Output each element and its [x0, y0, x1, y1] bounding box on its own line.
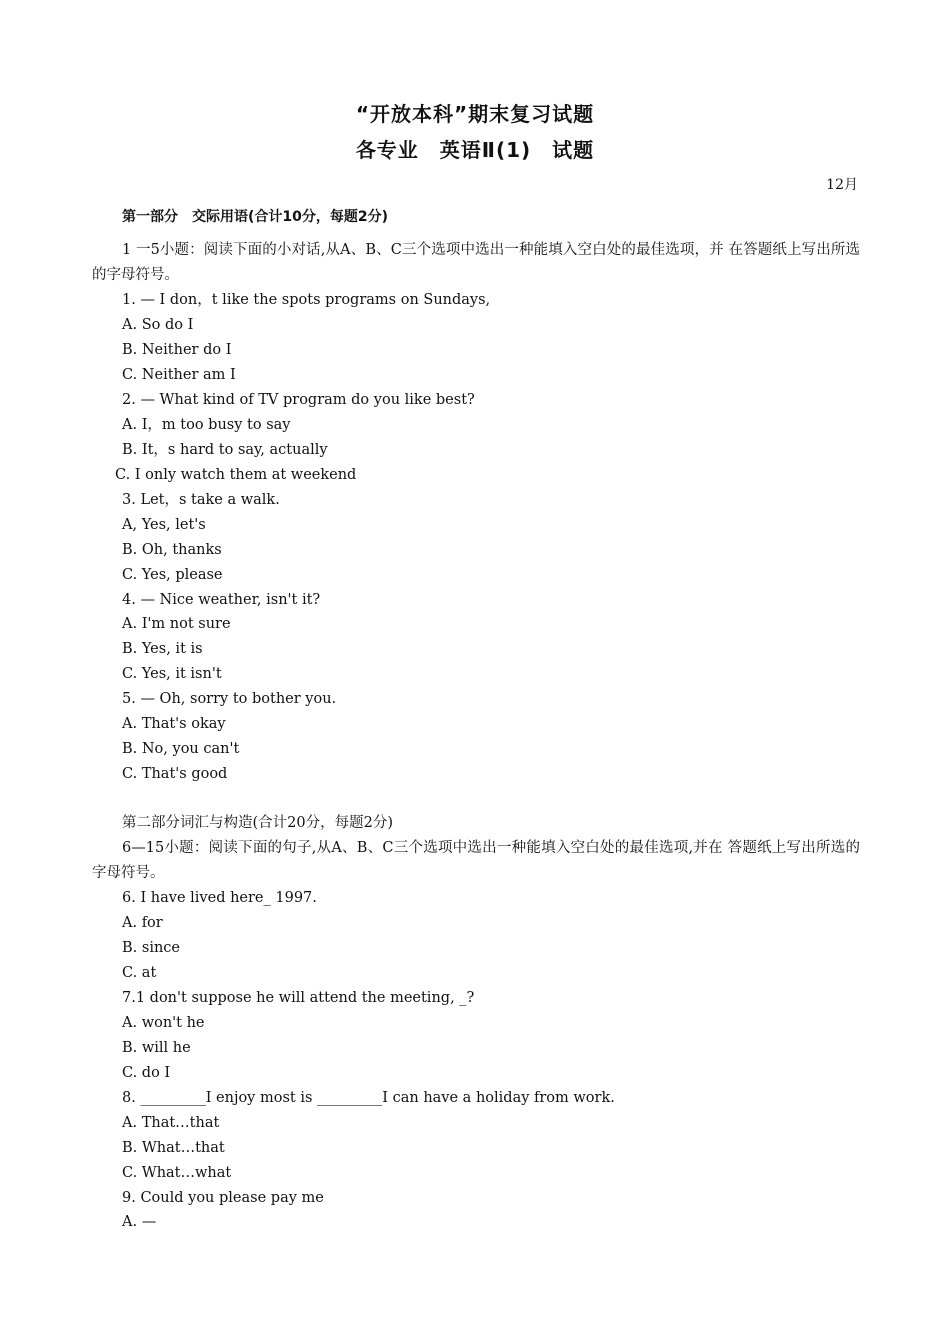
option-line: A. —: [122, 1214, 157, 1230]
option-line: B. No, you can't: [122, 741, 240, 757]
option-line: C. do I: [122, 1065, 171, 1081]
option-line: B. What…that: [122, 1140, 225, 1156]
part1-heading: 第一部分 交际用语(合计10分，每题2分): [122, 209, 389, 225]
option-line: A. That…that: [122, 1115, 220, 1131]
option-line: C. Neither am I: [122, 367, 236, 383]
option-line: B. Yes, it is: [122, 641, 203, 657]
option-line: C. I only watch them at weekend: [115, 467, 357, 483]
part2-instruction: [92, 836, 860, 886]
part1-instruction: [92, 238, 860, 288]
option-line: A, Yes, let's: [122, 517, 206, 533]
option-line: C. That's good: [122, 766, 228, 782]
exam-subtitle: 各专业 英语Ⅱ(1) 试题: [355, 138, 595, 162]
part2-instruction-text: 6—15小题：阅读下面的句子,从A、B、C三个选项中选出一种能填入空白处的最佳选项,并在 答题纸上写出所选的字母符号。: [92, 840, 860, 881]
part1-instruction-text: 1 一5小题：阅读下面的小对话,从A、B、C三个选项中选出一种能填入空白处的最佳选项，并 在答题纸上写出所选的字母符号。: [92, 242, 860, 283]
option-line: A. That's okay: [122, 716, 226, 732]
part2-heading: 第二部分词汇与构造(合计20分，每题2分): [122, 815, 393, 831]
option-line: A. So do I: [122, 317, 194, 333]
option-line: B. Oh, thanks: [122, 542, 222, 558]
option-line: A. for: [122, 915, 163, 931]
question-line: 6. I have lived here_ 1997.: [122, 890, 317, 906]
question-line: 2. — What kind of TV program do you like best?: [122, 392, 475, 408]
option-line: C. at: [122, 965, 157, 981]
option-line: C. Yes, please: [122, 567, 223, 583]
option-line: B. It，s hard to say, actually: [122, 442, 328, 458]
question-line: 8. _________I enjoy most is _________I can have a holiday from work.: [122, 1090, 615, 1106]
option-line: A. won't he: [122, 1015, 205, 1031]
option-line: C. What…what: [122, 1165, 232, 1181]
option-line: C. Yes, it isn't: [122, 666, 222, 682]
option-line: B. since: [122, 940, 180, 956]
option-line: B. will he: [122, 1040, 191, 1056]
question-line: 3. Let，s take a walk.: [122, 492, 280, 508]
question-line: 7.1 don't suppose he will attend the meeting, _?: [122, 990, 475, 1006]
question-line: 5. — Oh, sorry to bother you.: [122, 691, 337, 707]
option-line: A. I，m too busy to say: [122, 417, 291, 433]
exam-date: 12月: [826, 177, 858, 193]
question-line: 1. — I don，t like the spots programs on Sundays,: [122, 292, 491, 308]
option-line: A. I'm not sure: [122, 616, 231, 632]
exam-title: “开放本科”期末复习试题: [355, 102, 595, 126]
option-line: B. Neither do I: [122, 342, 232, 358]
question-line: 4. — Nice weather, isn't it?: [122, 592, 321, 608]
question-line: 9. Could you please pay me: [122, 1190, 324, 1206]
